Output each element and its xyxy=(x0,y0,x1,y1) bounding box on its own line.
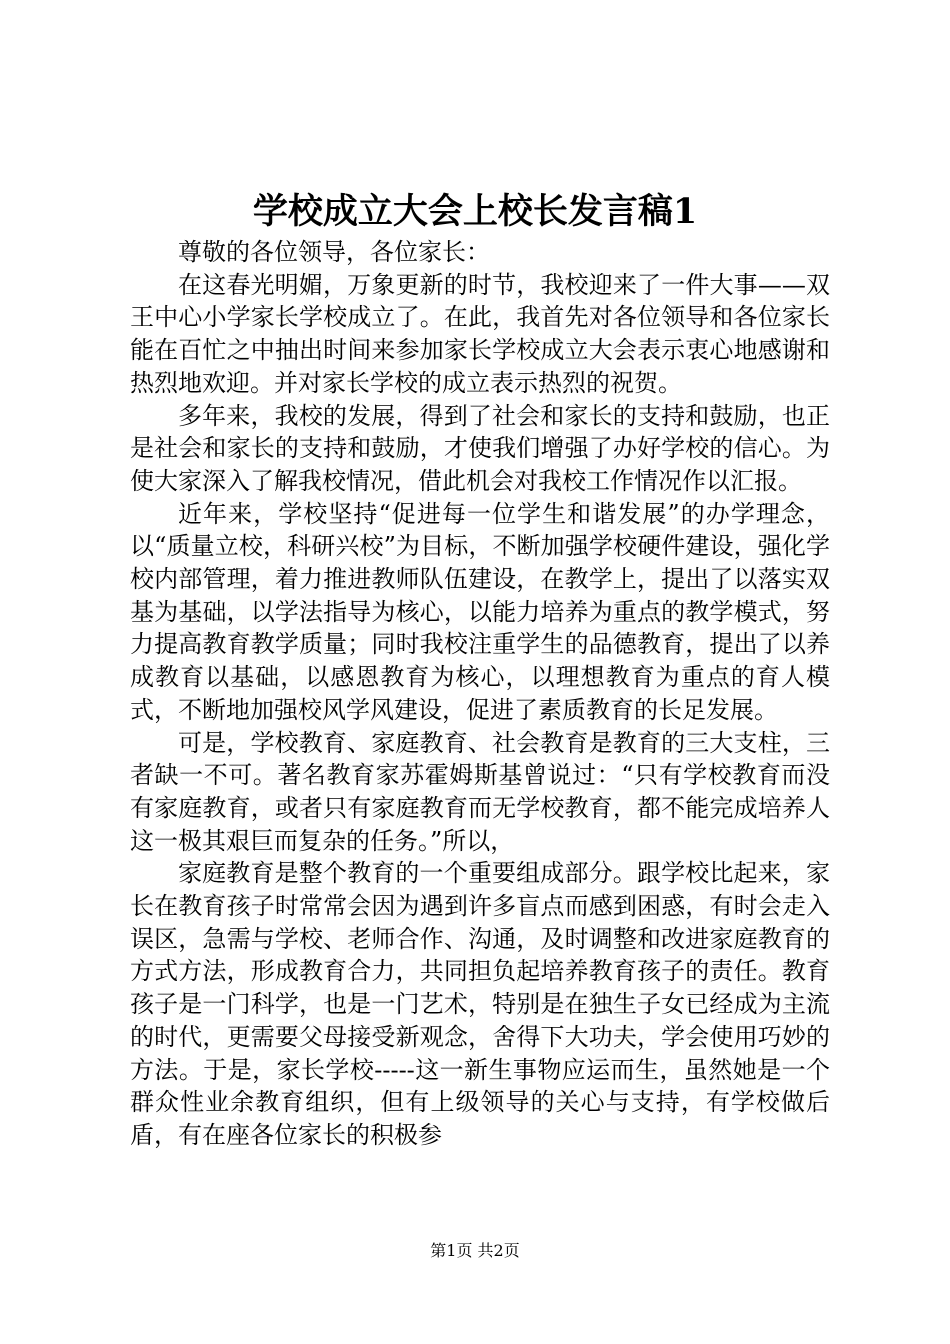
page-number-footer: 第1页 共2页 xyxy=(430,1241,520,1260)
paragraph-4: 可是，学校教育、家庭教育、社会教育是教育的三大支柱，三者缺一不可。著名教育家苏霍姆斯基曾说过：“只有学校教育而没有家庭教育，或者只有家庭教育而无学校教育，都不能完成培养人这一极其艰巨而复杂的任务。”所以， xyxy=(130,728,830,855)
salutation-paragraph: 尊敬的各位领导，各位家长： xyxy=(178,238,490,266)
paragraph-3: 近年来，学校坚持“促进每一位学生和谐发展”的办学理念，以“质量立校，科研兴校”为目标，不断加强学校硬件建设，强化学校内部管理，着力推进教师队伍建设，在教学上，提出了以落实双基为基础，以学法指导为核心，以能力培养为重点的教学模式，努力提高教育教学质量；同时我校注重学生的品德教育，提出了以养成教育以基础，以感恩教育为核心，以理想教育为重点的育人模式，不断地加强校风学风建设，促进了素质教育的长足发展。 xyxy=(130,499,830,724)
document-title: 学校成立大会上校长发言稿1 xyxy=(252,191,698,232)
paragraph-2: 多年来，我校的发展，得到了社会和家长的支持和鼓励，也正是社会和家长的支持和鼓励，才使我们增强了办好学校的信心。为使大家深入了解我校情况，借此机会对我校工作情况作以汇报。 xyxy=(130,401,830,495)
paragraph-1: 在这春光明媚，万象更新的时节，我校迎来了一件大事——双王中心小学家长学校成立了。在此，我首先对各位领导和各位家长能在百忙之中抽出时间来参加家长学校成立大会表示衷心地感谢和热烈地欢迎。并对家长学校的成立表示热烈的祝贺。 xyxy=(130,270,830,397)
paragraph-5: 家庭教育是整个教育的一个重要组成部分。跟学校比起来，家长在教育孩子时常常会因为遇到许多盲点而感到困惑，有时会走入误区，急需与学校、老师合作、沟通，及时调整和改进家庭教育的方式方法，形成教育合力，共同担负起培养教育孩子的责任。教育孩子是一门科学，也是一门艺术，特别是在独生子女已经成为主流的时代，更需要父母接受新观念，舍得下大功夫，学会使用巧妙的方法。于是，家长学校-----这一新生事物应运而生，虽然她是一个群众性业余教育组织，但有上级领导的关心与支持，有学校做后盾，有在座各位家长的积极参 xyxy=(130,859,830,1149)
document-body xyxy=(130,236,830,1152)
